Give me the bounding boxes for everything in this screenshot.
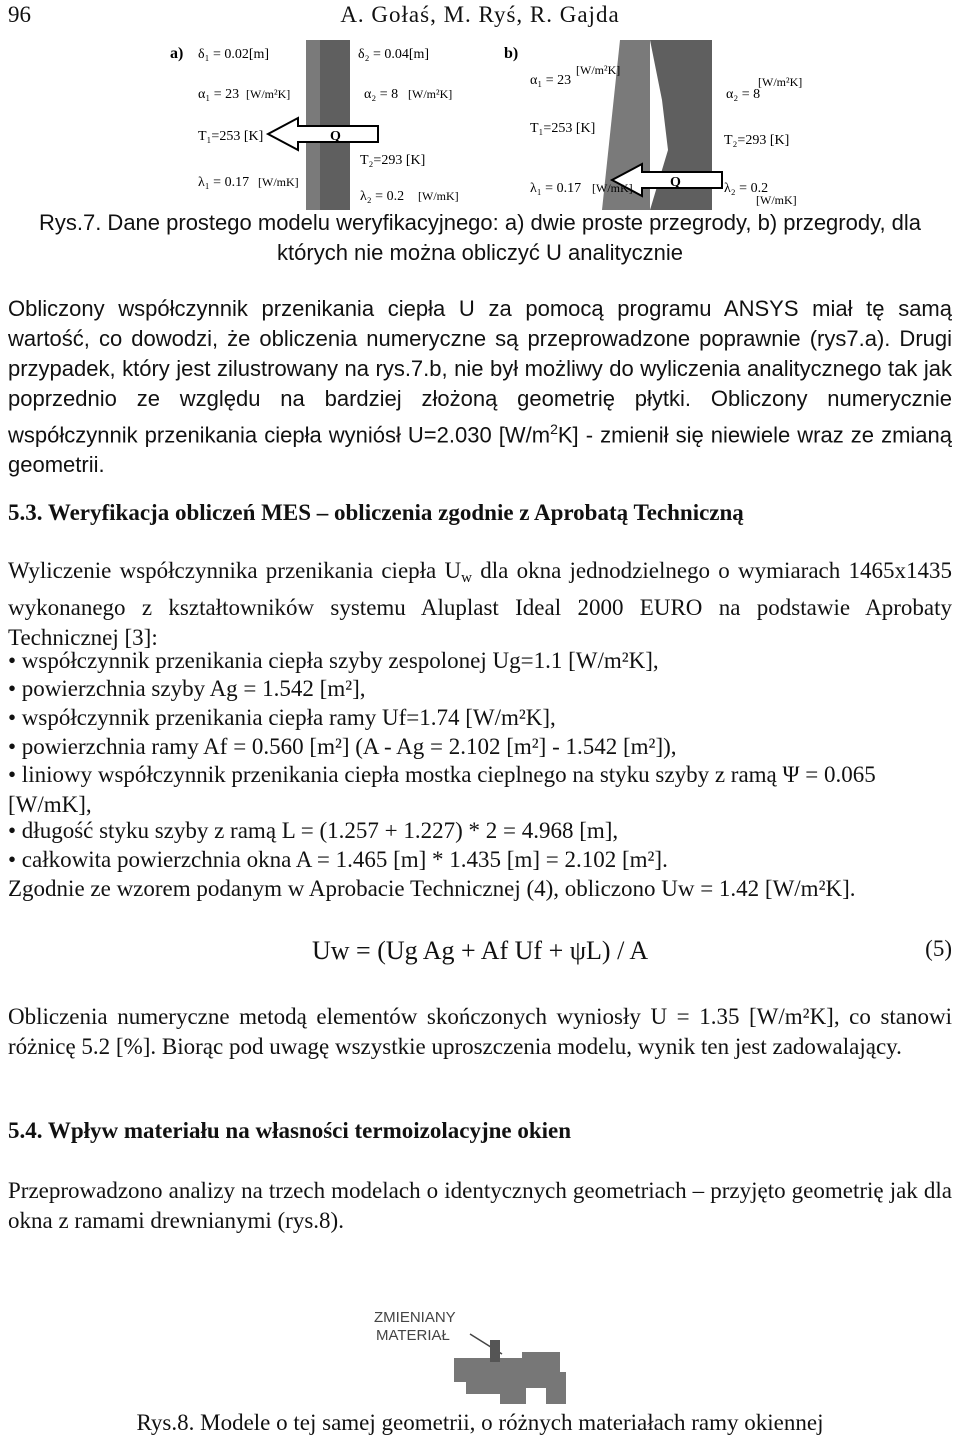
heat-flow-label: Q bbox=[330, 129, 341, 144]
paragraph-2-text: Wyliczenie współczynnika przenikania ciepła U bbox=[8, 558, 462, 583]
a-alpha2: α₂ = 8 bbox=[364, 87, 399, 102]
a-alpha1: α₁ = 23 bbox=[198, 87, 240, 102]
frame-profile bbox=[454, 1352, 566, 1404]
a-delta1: δ₁ = 0.02[m] bbox=[198, 47, 270, 62]
fig7a-label: a) bbox=[170, 45, 184, 62]
figure-7a bbox=[168, 40, 484, 210]
b-alpha1-unit: [W/m²K] bbox=[576, 63, 621, 77]
glass-strip bbox=[490, 1340, 500, 1362]
page-number: 96 bbox=[8, 2, 31, 27]
bullet-item: • liniowy współczynnik przenikania ciepła mostka cieplnego na styku szyby z ramą Ψ = 0.065 [W/mK], bbox=[8, 762, 876, 817]
paragraph-1-sup: 2 bbox=[550, 421, 558, 437]
b-T2: T₂=293 [K] bbox=[724, 133, 790, 148]
a-T2: T₂=293 [K] bbox=[360, 153, 426, 168]
running-head: A. Gołaś, M. Ryś, R. Gajda bbox=[340, 2, 620, 27]
bullet-item: • długość styku szyby z ramą L = (1.257 + 1.227) * 2 = 4.968 [m], bbox=[8, 818, 619, 843]
a-T1: T₁=253 [K] bbox=[198, 129, 264, 144]
a-lambda1: λ₁ = 0.17 bbox=[198, 175, 250, 190]
equation-5: Uw = (Ug Ag + Af Uf + ψL) / A bbox=[312, 936, 649, 965]
b-lambda2: λ₂ = 0.2 bbox=[724, 181, 769, 196]
paragraph-1-end: K] - zmienił się niewiele wraz ze zmianą geometrii. bbox=[8, 422, 952, 478]
a-lambda2: λ₂ = 0.2 bbox=[360, 189, 405, 204]
b-alpha2: α₂ = 8 bbox=[726, 87, 761, 102]
bullet-item: • powierzchnia ramy Af = 0.560 [m²] (A - Ag = 2.102 [m²] - 1.542 [m²]), bbox=[8, 734, 677, 759]
fig7b-label: b) bbox=[504, 45, 519, 62]
paragraph-5: Przeprowadzono analizy na trzech modelach o identycznych geometriach – przyjęto geometrię jak dla okna z ramami drewnianymi (rys.8). bbox=[8, 1178, 952, 1233]
paragraph-3: Zgodnie ze wzorem podanym w Aprobacie Technicznej (4), obliczono Uw = 1.42 [W/m²K]. bbox=[8, 876, 856, 901]
b-lambda1: λ₁ = 0.17 bbox=[530, 181, 582, 196]
a-lambda2-unit: [W/mK] bbox=[418, 189, 459, 203]
figure-8 bbox=[370, 1300, 590, 1408]
bullet-item: • współczynnik przenikania ciepła szyby zespolonej Ug=1.1 [W/m²K], bbox=[8, 648, 659, 673]
figure-7b bbox=[502, 40, 824, 210]
section-5-3-heading: 5.3. Weryfikacja obliczeń MES – obliczenia zgodnie z Aprobatą Techniczną bbox=[8, 500, 744, 525]
b-lambda2-unit: [W/mK] bbox=[756, 193, 797, 207]
bullet-item: • powierzchnia szyby Ag = 1.542 [m²], bbox=[8, 676, 366, 701]
bullet-item: • współczynnik przenikania ciepła ramy Uf=1.74 [W/m²K], bbox=[8, 705, 556, 730]
equation-number: (5) bbox=[925, 936, 952, 961]
a-alpha1-unit: [W/m²K] bbox=[246, 87, 291, 101]
page-header bbox=[0, 0, 960, 36]
bullet-item: • całkowita powierzchnia okna A = 1.465 [m] * 1.435 [m] = 2.102 [m²]. bbox=[8, 847, 668, 872]
a-delta2: δ₂ = 0.04[m] bbox=[358, 47, 430, 62]
heat-flow-label-b: Q bbox=[670, 175, 681, 190]
a-lambda1-unit: [W/mK] bbox=[258, 175, 299, 189]
figure-8-caption: Rys.8. Modele o tej samej geometrii, o różnych materiałach ramy okiennej bbox=[136, 1410, 824, 1435]
section-5-4-heading: 5.4. Wpływ materiału na własności termoizolacyjne okien bbox=[8, 1118, 572, 1143]
paragraph-1 bbox=[8, 294, 952, 480]
a-alpha2-unit: [W/m²K] bbox=[408, 87, 453, 101]
b-T1: T₁=253 [K] bbox=[530, 121, 596, 136]
paragraph-2-rest: dla okna jednodzielnego o wymiarach 1465x1435 wykonanego z kształtowników systemu Aluplast Ideal 2000 EURO na podstawie Aprobaty Technicznej [3]: bbox=[8, 558, 952, 650]
fig8-label-line1: ZMIENIANY bbox=[374, 1309, 456, 1326]
paragraph-4: Obliczenia numeryczne metodą elementów skończonych wyniosły U = 1.35 [W/m²K], co stanowi różnicę 5.2 [%]. Biorąc pod uwagę wszystkie uproszczenia modelu, wynik ten jest zadowalający. bbox=[8, 1004, 952, 1059]
b-alpha2-unit: [W/m²K] bbox=[758, 75, 803, 89]
paragraph-1-text: Obliczony współczynnik przenikania ciepła U za pomocą programu ANSYS miał tę samą wartość, co dowodzi, że obliczenia numeryczne są przeprowadzone poprawnie (rys7.a). Drugi przypadek, który jest zilustrowany na rys.7.b, nie był możliwy do wyliczenia analitycznego tak jak poprzednio ze względu na bardziej złożoną geometrię płytki. Obliczony numerycznie współczynnik przenikania ciepła wyniósł U=2.030 [W/m bbox=[8, 296, 952, 448]
figure-7-caption: Rys.7. Dane prostego modelu weryfikacyjnego: a) dwie proste przegrody, b) przegrody, dla których nie można obliczyć U analitycznie bbox=[38, 210, 922, 265]
paragraph-2-sub: w bbox=[461, 570, 472, 586]
fig8-label-line2: MATERIAŁ bbox=[376, 1327, 450, 1344]
b-alpha1: α₁ = 23 bbox=[530, 73, 572, 88]
b-lambda1-unit: [W/mK] bbox=[592, 181, 633, 195]
paragraph-2 bbox=[8, 556, 952, 653]
